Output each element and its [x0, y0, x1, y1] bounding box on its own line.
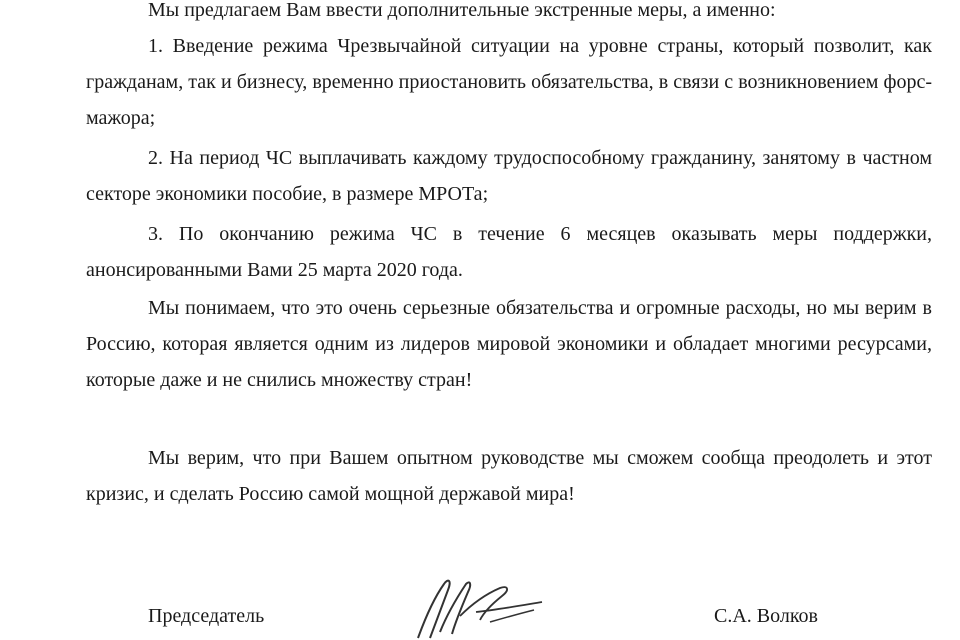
measure-1-paragraph: 1. Введение режима Чрезвычайной ситуации на уровне страны, который позволит, как гражданам, так и бизнесу, временно приостановить обязательства, в связи с возникновением форс-мажора;	[86, 35, 932, 129]
signatory-position: Председатель	[148, 605, 265, 627]
signatory-name: С.А. Волков	[714, 605, 818, 627]
intro-paragraph: Мы предлагаем Вам ввести дополнительные экстренные меры, а именно:	[148, 0, 776, 21]
handwritten-signature	[400, 572, 550, 640]
measure-2-paragraph: 2. На период ЧС выплачивать каждому трудоспособному гражданину, занятому в частном секторе экономики пособие, в размере МРОТа;	[86, 147, 932, 205]
closing-paragraph: Мы верим, что при Вашем опытном руководстве мы сможем сообща преодолеть и этот кризис, и сделать Россию самой мощной державой мира!	[86, 447, 932, 505]
measure-3-paragraph: 3. По окончанию режима ЧС в течение 6 месяцев оказывать меры поддержки, анонсированными Вами 25 марта 2020 года.	[86, 223, 932, 281]
understanding-paragraph: Мы понимаем, что это очень серьезные обязательства и огромные расходы, но мы верим в Россию, которая является одним из лидеров мировой экономики и обладает многими ресурсами, которые даже и не снились множеству стран!	[86, 297, 932, 391]
